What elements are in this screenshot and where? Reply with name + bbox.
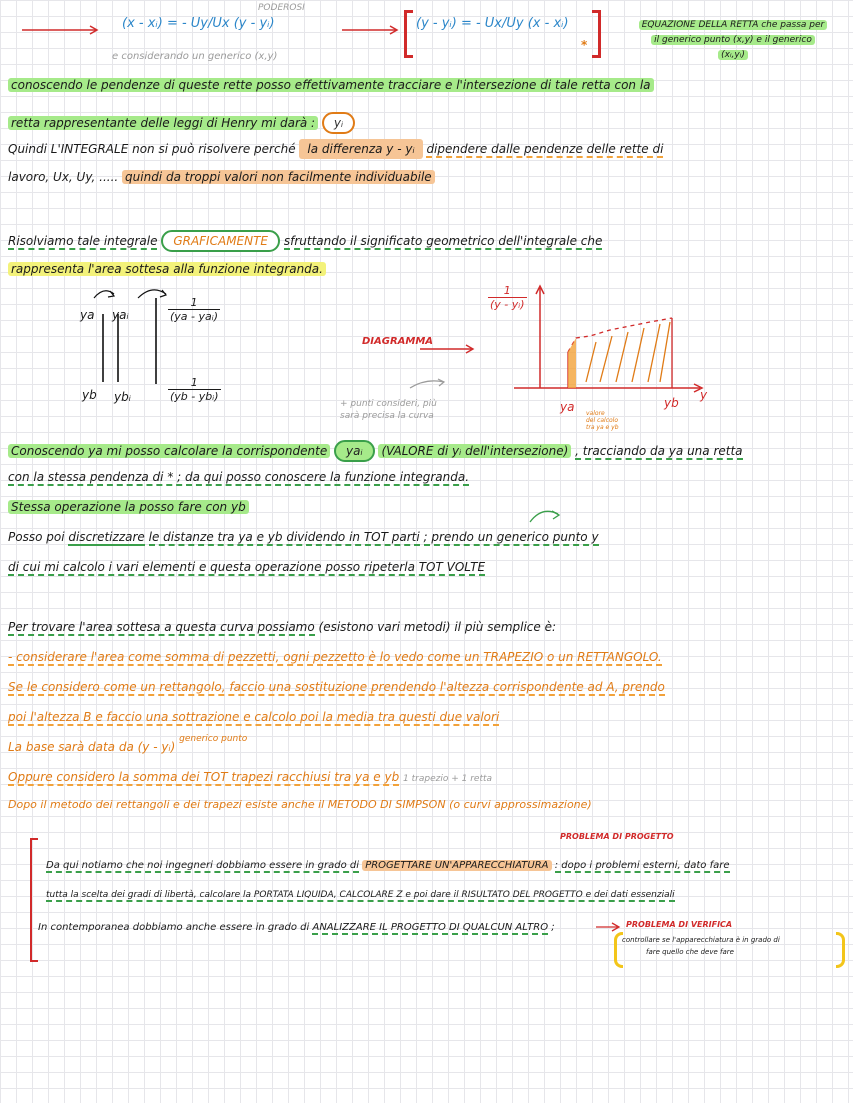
- verifica-paren-right: [836, 932, 845, 968]
- red-arrow-middle: [342, 24, 402, 36]
- equation-left: (x - xᵢ) = - Uy/Ux (y - yᵢ): [122, 16, 275, 31]
- diagramma-label: DIAGRAMMA: [362, 336, 434, 347]
- note-line-1: EQUAZIONE DELLA RETTA che passa per: [639, 20, 827, 30]
- red-arrow-left: [22, 24, 102, 36]
- text-line-9: Stessa operazione la posso fare con yb: [8, 500, 249, 514]
- text-line-2: retta rappresentante delle leggi di Henry mi darà : yᵢ: [8, 112, 355, 134]
- label-ya: ya: [80, 308, 95, 322]
- equation-right: (y - yᵢ) = - Ux/Uy (x - xᵢ): [416, 16, 569, 31]
- equation-right-bracket-left: [404, 10, 413, 58]
- equation-right-bracket-right: [592, 10, 601, 58]
- chart-axis-y-label: $\frac{1}{\text{(y - yᵢ)}}$: [490, 284, 525, 311]
- label-yai: yaᵢ: [112, 308, 129, 322]
- chart-tick-yb: yb: [664, 396, 679, 410]
- chart-tick-ya: ya: [560, 400, 575, 414]
- graficamente-circle: GRAFICAMENTE: [161, 230, 280, 252]
- yai-circle: yaᵢ: [334, 440, 375, 462]
- text-line-12: Per trovare l'area sottesa a questa curva possiamo (esistono vari metodi) il più semplice è:: [8, 620, 557, 634]
- verifica-text: controllare se l'apparecchiatura è in grado di fare quello che deve fare: [622, 936, 780, 956]
- box-line-2: tutta la scelta dei gradi di libertà, calcolare la PORTATA LIQUIDA, CALCOLARE Z e poi dare il RISULTATO DEL PROGETTO e dei dati essenziali: [46, 890, 675, 900]
- text-line-4: lavoro, Ux, Uy, ..... quindi da troppi valori non facilmente individuabile: [8, 170, 435, 184]
- text-line-16: La base sarà data da (y - yᵢ) $^{generico punto}$: [8, 734, 248, 754]
- text-line-18: Dopo il metodo dei rettangoli e dei trapezi esiste anche il METODO DI SIMPSON (o curvi approssimazione): [8, 798, 592, 811]
- equation-left-note: PODEROSI: [258, 3, 305, 13]
- box-line-3: In contemporanea dobbiamo anche essere in grado di ANALIZZARE IL PROGETTO DI QUALCUN ALTRO ;: [38, 922, 555, 933]
- text-line-1: conoscendo le pendenze di queste rette posso effettivamente tracciare e l'intersezione di tale retta con la: [8, 78, 654, 92]
- text-line-3: Quindi L'INTEGRALE non si può risolvere perché la differenza y - yᵢ dipendere dalle pendenze delle rette di: [8, 142, 663, 156]
- verifica-arrow: [596, 922, 624, 932]
- text-line-14: Se le considero come un rettangolo, faccio una sostituzione prendendo l'altezza corrispondente ad A, prendo: [8, 680, 665, 694]
- label-yb: yb: [82, 388, 97, 402]
- fraction-top: $\frac{1}{\text{(ya - yaᵢ)}}$: [170, 296, 219, 323]
- grey-note: + punti consideri, più sarà precisa la curva: [340, 399, 437, 421]
- equation-right-star: *: [581, 38, 588, 52]
- note-line-3: (xᵢ,yᵢ): [718, 50, 748, 60]
- discretize-arrow: [528, 506, 568, 526]
- fraction-bottom: $\frac{1}{\text{(yb - ybᵢ)}}$: [170, 376, 219, 403]
- text-line-17: Oppure considero la somma dei TOT trapezi racchiusi tra ya e yb 1 trapezio + 1 retta: [8, 770, 493, 784]
- grey-note-arrow: [408, 376, 448, 392]
- text-line-15: poi l'altezza B e faccio una sottrazione e calcolo poi la media tra questi due valori: [8, 710, 500, 724]
- label-problema-verifica: PROBLEMA DI VERIFICA: [626, 920, 733, 929]
- text-line-6: rappresenta l'area sottesa alla funzione integranda.: [8, 262, 326, 276]
- box-line-1: Da qui notiamo che noi ingegneri dobbiamo essere in grado di PROGETTARE UN'APPARECCHIATURA : dopo i problemi esterni, dato fare: [46, 860, 730, 871]
- text-line-13: - considerare l'area come somma di pezzetti, ogni pezzetto è lo vedo come un TRAPEZIO o un RETTANGOLO.: [8, 650, 662, 664]
- chart-area-note: valore del calcolo tra ya e yb: [586, 410, 619, 431]
- text-line-8: con la stessa pendenza di * ; da qui posso conoscere la funzione integranda.: [8, 470, 470, 484]
- equation-left-sub: e considerando un generico (x,y): [112, 51, 278, 62]
- area-chart: [510, 282, 710, 402]
- label-problema-progetto: PROBLEMA DI PROGETTO: [560, 832, 674, 841]
- difference-box: la differenza y - yᵢ: [299, 139, 422, 159]
- label-ybi: ybᵢ: [114, 390, 131, 404]
- text-line-10: Posso poi discretizzare le distanze tra ya e yb dividendo in TOT parti ; prendo un generico punto y: [8, 530, 599, 544]
- text-line-11: di cui mi calcolo i vari elementi e questa operazione posso ripeterla TOT VOLTE: [8, 560, 486, 574]
- progettare-highlight: PROGETTARE UN'APPARECCHIATURA: [362, 860, 551, 871]
- text-line-5: Risolviamo tale integrale GRAFICAMENTE sfruttando il significato geometrico dell'integrale che: [8, 230, 602, 252]
- equation-right-note: [618, 18, 848, 63]
- chart-axis-x-label: y: [700, 388, 708, 402]
- note-line-2: il generico punto (x,y) e il generico: [651, 35, 815, 45]
- text-line-7: Conoscendo ya mi posso calcolare la corrispondente yaᵢ (VALORE di yᵢ dell'intersezione) , tracciando da ya una retta: [8, 440, 743, 462]
- box-bracket: [30, 838, 38, 962]
- diagramma-arrow: [420, 344, 480, 354]
- yi-circle: yᵢ: [322, 112, 355, 134]
